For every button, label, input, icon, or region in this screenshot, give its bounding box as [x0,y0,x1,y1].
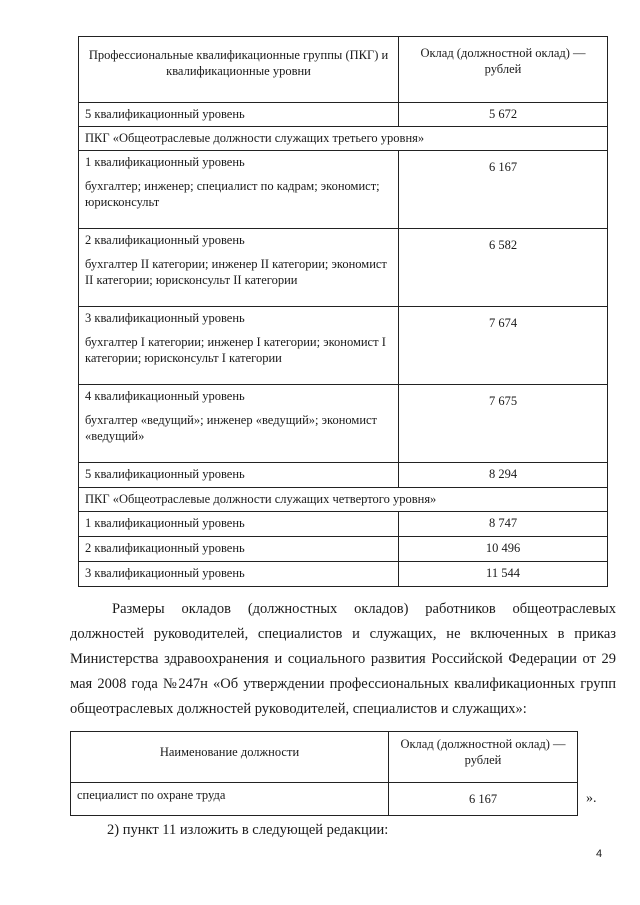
table-header-row [79,37,608,103]
level-label: 2 квалификационный уровень [85,233,245,247]
salary-cell: 8 294 [399,463,608,488]
salary-cell: 10 496 [399,537,608,562]
body-paragraph [70,597,616,722]
group-row [79,488,608,512]
table-header-row [71,732,578,783]
table-row [79,151,608,229]
salary-table-pkg [78,36,608,587]
group-title: ПКГ «Общеотраслевые должности служащих третьего уровня» [79,127,608,151]
table-row [71,783,578,816]
salary-table-other [70,731,578,816]
salary-cell: 6 167 [389,783,578,816]
header-position: Наименование должности [71,732,389,783]
salary-cell: 7 674 [399,307,608,385]
level-label: 1 квалификационный уровень [85,155,245,169]
group-row [79,127,608,151]
positions-list: бухгалтер I категории; инженер I категории; экономист I категории; юрисконсульт I категории [85,335,386,365]
salary-cell: 7 675 [399,385,608,463]
level-cell [79,151,399,229]
level-cell: 2 квалификационный уровень [79,537,399,562]
level-label: 3 квалификационный уровень [85,311,245,325]
salary-cell: 5 672 [399,103,608,127]
positions-list: бухгалтер II категории; инженер II категории; экономист II категории; юрисконсульт II категории [85,257,387,287]
salary-cell: 6 582 [399,229,608,307]
paragraph-text: Размеры окладов (должностных окладов) работников общеотраслевых должностей руководителей, специалистов и служащих, не включенных в приказ Министерства здравоохранения и социального развития Российской Федерации от 29 мая 2008 года №247н «Об утверждении профессиональных квалификационных групп общеотраслевых должностей руководителей, специалистов и служащих»: [70,601,616,717]
table-row [79,229,608,307]
table-row [79,562,608,587]
table-row [79,385,608,463]
salary-cell: 8 747 [399,512,608,537]
level-cell [79,307,399,385]
positions-list: бухгалтер; инженер; специалист по кадрам; экономист; юрисконсульт [85,179,380,209]
salary-cell: 11 544 [399,562,608,587]
level-cell: 5 квалификационный уровень [79,463,399,488]
header-groups: Профессиональные квалификационные группы (ПКГ) и квалификационные уровни [79,37,399,103]
closing-quote: ». [586,791,597,806]
page-number: 4 [596,848,603,860]
level-cell [79,385,399,463]
header-salary: Оклад (должностной оклад) — рублей [399,37,608,103]
table-row [79,463,608,488]
positions-list: бухгалтер «ведущий»; инженер «ведущий»; экономист «ведущий» [85,413,378,443]
level-cell [79,229,399,307]
table-row [79,307,608,385]
group-title: ПКГ «Общеотраслевые должности служащих четвертого уровня» [79,488,608,512]
table-row [79,103,608,127]
level-cell: 1 квалификационный уровень [79,512,399,537]
list-item-2: 2) пункт 11 изложить в следующей редакции: [107,822,389,838]
level-label: 4 квалификационный уровень [85,389,245,403]
level-cell: 3 квалификационный уровень [79,562,399,587]
table-row [79,512,608,537]
salary-cell: 6 167 [399,151,608,229]
position-cell: специалист по охране труда [71,783,389,816]
level-cell: 5 квалификационный уровень [79,103,399,127]
table-row [79,537,608,562]
header-salary: Оклад (должностной оклад) — рублей [389,732,578,783]
